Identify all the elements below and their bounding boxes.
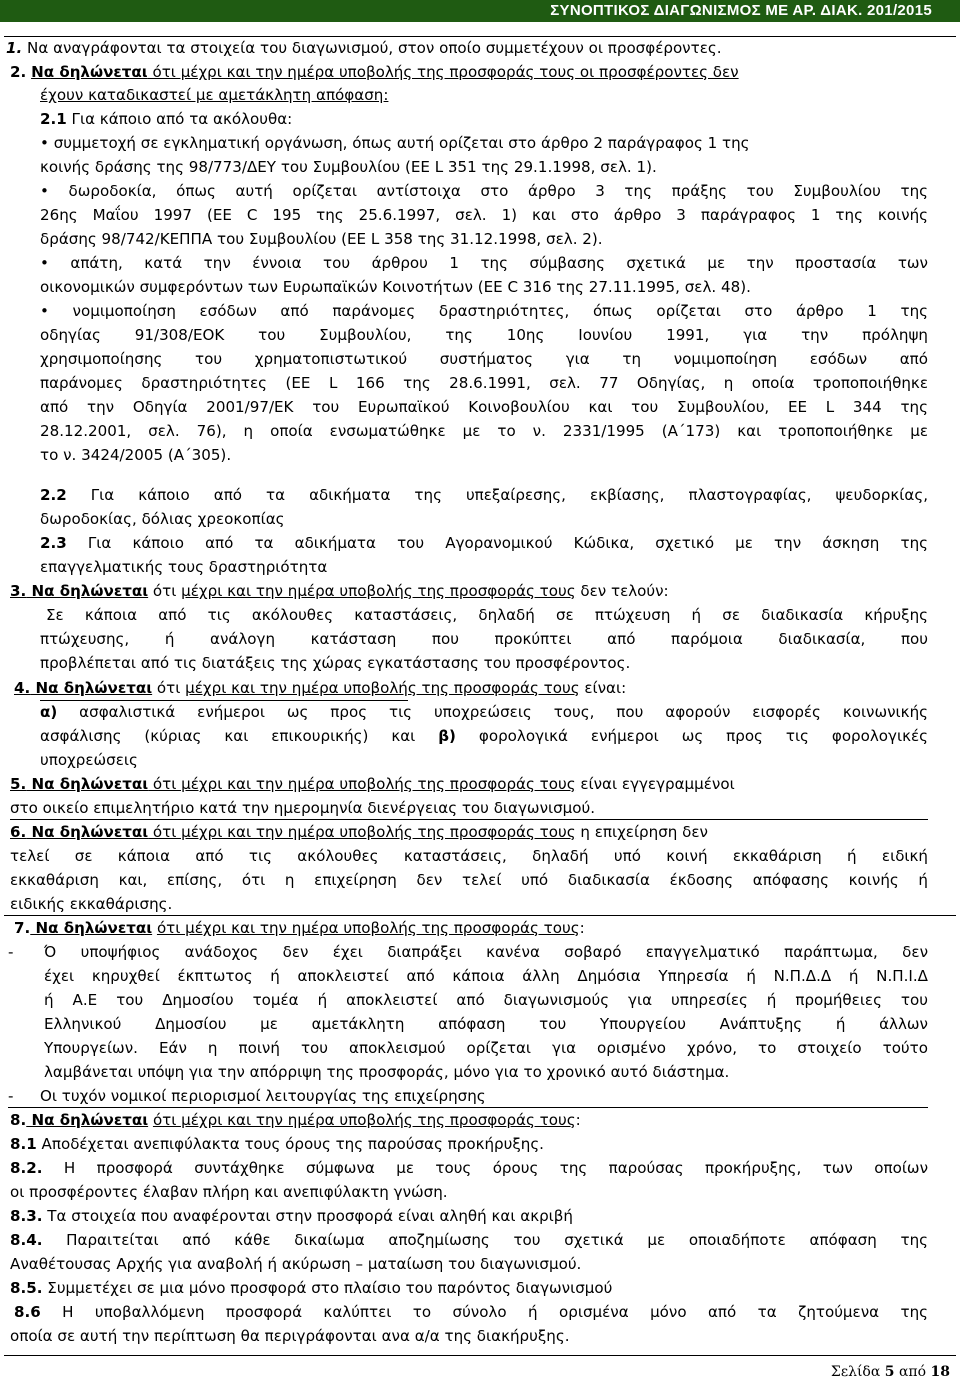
- item-5-divider: [10, 819, 928, 820]
- item-2-3-line-2: επαγγελματικής τους δραστηριότητα: [40, 558, 328, 576]
- item-7-divider: [8, 1107, 928, 1108]
- item-7-dash-2: -: [8, 1087, 14, 1105]
- item-7-d1-line-3: ή Α.Ε του Δημοσίου τομέα ή αποκλειστεί από διαγωνισμούς για υπηρεσίες ή προμήθειες του: [44, 991, 928, 1009]
- item-2-2-line-2: δωροδοκίας, δόλιας χρεοκοπίας: [40, 510, 285, 528]
- item-8-heading: 8. Να δηλώνεται ότι μέχρι και την ημέρα υποβολής της προσφοράς τους:: [10, 1111, 581, 1129]
- item-7-heading: 7. Να δηλώνεται ότι μέχρι και την ημέρα υποβολής της προσφοράς τους:: [14, 919, 585, 937]
- item-8-5: 8.5. Συμμετέχει σε μια μόνο προσφορά στο πλαίσιο του παρόντος διαγωνισμού: [10, 1279, 613, 1297]
- item-6-line-2: τελεί σε κάποια από τις ακόλουθες καταστάσεις, δηλαδή υπό κοινή εκκαθάριση ή ειδική: [10, 847, 928, 865]
- item-1: [6, 37, 722, 59]
- item-8-6-line-2: οποία σε αυτή την περίπτωση θα περιγράφονται ανα α/α της διακήρυξης.: [10, 1327, 570, 1345]
- item-2-1-heading: 2.1 Για κάποιο από τα ακόλουθα:: [40, 110, 293, 128]
- item-8-2-line-2: οι προσφέροντες έλαβαν πλήρη και ανεπιφύλακτη γνώση.: [10, 1183, 448, 1201]
- bullet-criminal-org-1: • συμμετοχή σε εγκληματική οργάνωση, όπως αυτή ορίζεται στο άρθρο 2 παράγραφος 1 της: [40, 134, 750, 152]
- item-5-line-2: στο οικείο επιμελητήριο κατά την ημερομηνία διενέργειας του διαγωνισμού.: [10, 799, 596, 817]
- item-4-heading: 4. Να δηλώνεται ότι μέχρι και την ημέρα υποβολής της προσφοράς τους είναι:: [14, 679, 627, 697]
- item-6-line-4: ειδικής εκκαθάρισης.: [10, 895, 173, 913]
- item-3-line-4: προβλέπεται από τις διατάξεις της χώρας εγκατάστασης του προσφέροντος.: [40, 654, 631, 672]
- bullet-laundering-6: 28.12.2001, σελ. 76), η οποία ενσωματώθηκε με το ν. 2331/1995 (Α΄173) και τροποποιήθηκε με: [40, 422, 928, 440]
- item-6-line-3: εκκαθάριση και, επίσης, ότι η επιχείρηση δεν τελεί υπό διαδικασία έκδοσης απόφασης κοινής ή: [10, 871, 928, 889]
- item-5-heading: 5. Να δηλώνεται ότι μέχρι και την ημέρα υποβολής της προσφοράς τους είναι εγγεγραμμένοι: [10, 775, 735, 793]
- item-3-heading: 3. Να δηλώνεται ότι μέχρι και την ημέρα υποβολής της προσφοράς τους δεν τελούν:: [10, 582, 669, 600]
- item-2-2-line-1: 2.2 Για κάποιο από τα αδικήματα της υπεξαίρεσης, εκβίασης, πλαστογραφίας, ψευδορκίας,: [40, 486, 928, 504]
- item-3-line-2: Σε κάποια από τις ακόλουθες καταστάσεις, δηλαδή σε πτώχευση ή σε διαδικασία κήρυξης: [46, 606, 928, 624]
- item-7-d1-line-4: Ελληνικού Δημοσίου με αμετάκλητη απόφαση του Υπουργείου Ανάπτυξης ή άλλων: [44, 1015, 928, 1033]
- item-8-3: 8.3. Τα στοιχεία που αναφέρονται στην προσφορά είναι αληθή και ακριβή: [10, 1207, 573, 1225]
- bullet-laundering-2: οδηγίας 91/308/ΕΟΚ του Συμβουλίου, της 10ης Ιουνίου 1991, για την πρόληψη: [40, 326, 928, 344]
- item-8-6-line-1: 8.6 Η υποβαλλόμενη προσφορά καλύπτει το σύνολο ή ορισμένα μόνο από τα ζητούμενα της: [14, 1303, 928, 1321]
- item-2-line-2: έχουν καταδικαστεί με αμετάκλητη απόφαση:: [40, 86, 389, 104]
- item-8-4-line-1: 8.4. Παραιτείται από κάθε δικαίωμα αποζημίωσης του σχετικά με οποιαδήποτε απόφαση της: [10, 1231, 928, 1249]
- item-4-line-a2: ασφάλισης (κύριας και επικουρικής) και β) φορολογικά ενήμεροι ως προς τις φορολογικές: [40, 727, 928, 745]
- item-7-dash-1: -: [8, 943, 14, 961]
- item-4-line-a3: υποχρεώσεις: [40, 751, 138, 769]
- item-1-number: 1.: [6, 39, 23, 57]
- page-number: Σελίδα 5 από 18: [830, 1364, 950, 1380]
- bullet-bribery-2: 26ης Μαΐου 1997 (ΕΕ C 195 της 25.6.1997, σελ. 1) και στο άρθρο 3 παράγραφος 1 της κοινής: [40, 206, 928, 224]
- item-3-line-3: πτώχευσης, ή ανάλογη κατάσταση που προκύπτει από παρόμοια διαδικασία, που: [40, 630, 928, 648]
- section-divider: [4, 915, 956, 916]
- bullet-criminal-org-2: κοινής δράσης της 98/773/ΔΕΥ του Συμβουλίου (ΕΕ L 351 της 29.1.1998, σελ. 1).: [40, 158, 657, 176]
- bullet-fraud-1: • απάτη, κατά την έννοια του άρθρου 1 της σύμβασης σχετικά με την προστασία των: [40, 254, 928, 272]
- header-title: ΣΥΝΟΠΤΙΚΟΣ ΔΙΑΓΩΝΙΣΜΟΣ ΜΕ ΑΡ. ΔΙΑΚ. 201/2015: [550, 2, 932, 19]
- bullet-laundering-3: χρησιμοποίησης του χρηματοπιστωτικού συστήματος για τη νομιμοποίηση εσόδων από: [40, 350, 928, 368]
- bullet-laundering-1: • νομιμοποίηση εσόδων από παράνομες δραστηριότητες, όπως ορίζεται στο άρθρο 1 της: [40, 302, 928, 320]
- bullet-bribery-1: • δωροδοκία, όπως αυτή ορίζεται αντίστοιχα στο άρθρο 3 της πράξης του Συμβουλίου της: [40, 182, 928, 200]
- document-header-bar: [0, 0, 960, 22]
- bullet-laundering-7: το ν. 3424/2005 (Α΄305).: [40, 446, 232, 464]
- bullet-laundering-5: από την Οδηγία 2001/97/ΕΚ του Ευρωπαϊκού Κοινοβουλίου και του Συμβουλίου, ΕΕ L 344 της: [40, 398, 928, 416]
- item-8-1: 8.1 Αποδέχεται ανεπιφύλακτα τους όρους της παρούσας προκήρυξης.: [10, 1135, 544, 1153]
- bullet-laundering-4: παράνομες δραστηριότητες (ΕΕ L 166 της 28.6.1991, σελ. 77 Οδηγίας, η οποία τροποποιήθηκε: [40, 374, 928, 392]
- bullet-bribery-3: δράσης 98/742/ΚΕΠΠΑ του Συμβουλίου (ΕΕ L 358 της 31.12.1998, σελ. 2).: [40, 230, 603, 248]
- item-7-d2: Οι τυχόν νομικοί περιορισμοί λειτουργίας της επιχείρησης: [40, 1087, 486, 1105]
- item-2-3-line-1: 2.3 Για κάποιο από τα αδικήματα του Αγορανομικού Κώδικα, σχετικό με την άσκηση της: [40, 534, 928, 552]
- bullet-fraud-2: οικονομικών συμφερόντων των Ευρωπαϊκών Κοινοτήτων (ΕΕ C 316 της 27.11.1995, σελ. 48).: [40, 278, 751, 296]
- item-6-heading: 6. Να δηλώνεται ότι μέχρι και την ημέρα υποβολής της προσφοράς τους η επιχείρηση δεν: [10, 823, 708, 841]
- item-4-line-a1: α) ασφαλιστικά ενήμεροι ως προς τις υποχρεώσεις τους, που αφορούν εισφορές κοινωνικής: [40, 703, 928, 721]
- item-7-d1-line-2: έχει κηρυχθεί έκπτωτος ή αποκλειστεί από κάποια άλλη Δημόσια Υπηρεσία ή Ν.Π.Δ.Δ ή Ν.Π.Ι.Δ: [44, 967, 928, 985]
- item-7-d1-line-1: Ό υποψήφιος ανάδοχος δεν έχει διαπράξει κανένα σοβαρό επαγγελματικό παράπτωμα, δεν: [44, 943, 928, 961]
- item-7-d1-line-6: λαμβάνεται υπόψη για την απόρριψη της προσφοράς, μόνο για το χρονικό αυτό διάστημα.: [44, 1063, 730, 1081]
- item-1-text: Να αναγράφονται τα στοιχεία του διαγωνισμού, στον οποίο συμμετέχουν οι προσφέροντες.: [22, 39, 722, 57]
- item-8-4-line-2: Αναθέτουσας Αρχής για αναβολή ή ακύρωση – ματαίωση του διαγωνισμού.: [10, 1255, 582, 1273]
- item-8-2-line-1: 8.2. Η προσφορά συντάχθηκε σύμφωνα με τους όρους της παρούσας προκήρυξης, των οποίων: [10, 1159, 928, 1177]
- item-2-line-1: 2. Να δηλώνεται ότι μέχρι και την ημέρα υποβολής της προσφοράς τους οι προσφέροντες δεν: [10, 63, 739, 81]
- item-7-d1-line-5: Υπουργείων. Εάν η ποινή του αποκλεισμού ορίζεται για ορισμένο χρόνο, το στοιχείο τούτο: [44, 1039, 928, 1057]
